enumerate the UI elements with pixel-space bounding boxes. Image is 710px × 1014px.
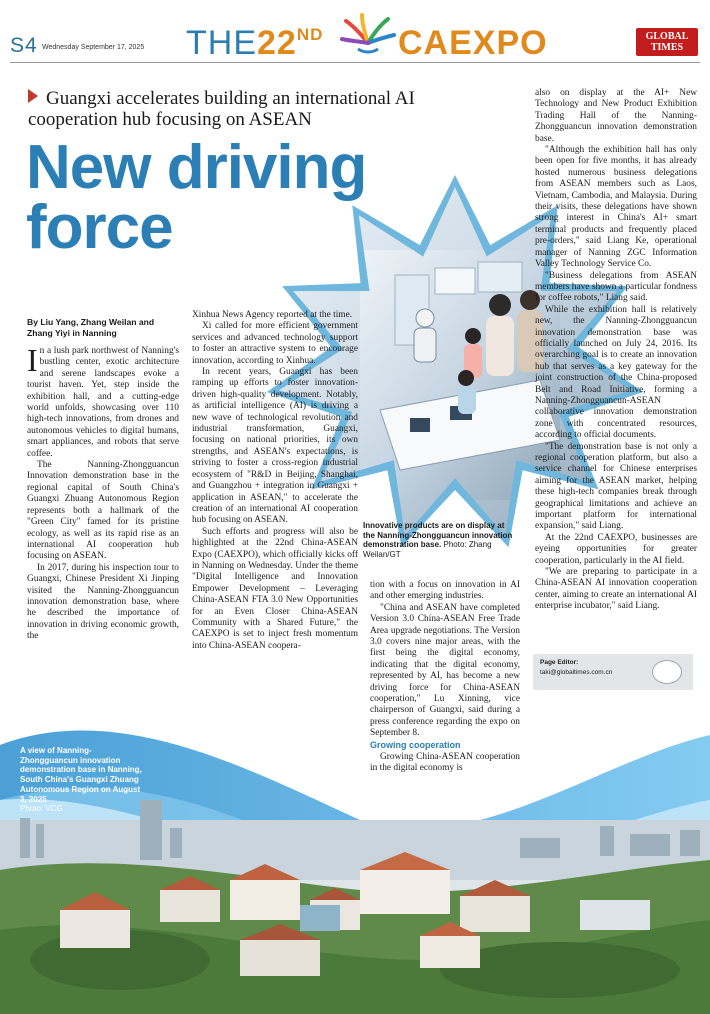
caption-text: A view of Nanning-Zhongguancun innovation demonstration base in Nanning, South China's Guangxi Zhuang Autonomous Region on August 3, 2025 [20, 746, 142, 804]
triangle-bullet-icon [28, 89, 38, 103]
caption-credit: Photo: VCG [20, 804, 63, 814]
logo-line-2: TIMES [650, 42, 684, 53]
brand-ordinal-suffix: ND [296, 25, 324, 44]
logo-line-1: GLOBAL [645, 31, 689, 42]
caption-text: Innovative products are on display at the Nanning-Zhongguancun innovation demonstration base. [363, 521, 513, 549]
page-editor-label: Page Editor: [540, 659, 579, 666]
headline [26, 133, 546, 262]
page-editor-email: taki@globaltimes.com.cn [540, 669, 613, 676]
byline: By Liu Yang, Zhang Weilan and Zhang Yiyi in Nanning [27, 317, 155, 338]
expo-brand-name: CAEXPO [398, 24, 548, 62]
caexpo-logo-icon [342, 15, 394, 52]
paragraph: In a lush park northwest of Nanning's bustling center, exotic architecture and serene landscapes evoke a tourist haven. Yet, step inside the exhibition hall, and a cutting-edge world unfolds, showcasing over 110 high-tech innovations, from drones and autonomous vehicles to digital humans, smart appliances, and robots that serve coffee. [27, 342, 179, 459]
text-column-2 [192, 310, 358, 652]
paragraph: "We are preparing to participate in a China-ASEAN AI innovation cooperation center, aiming to create an international AI enterprise incubator," said Liang. [535, 567, 697, 612]
paragraph: "The demonstration base is not only a regional cooperation platform, but also a service channel for Chinese enterprises aiming for the ASEAN market, helping these high-tech companies break through geographical limitations and achieve an important platform for international expansion," said Liang. [535, 441, 697, 532]
header-divider [10, 62, 700, 63]
text-column-3-continued [370, 752, 520, 775]
paragraph: Such efforts and progress will also be highlighted at the 22nd China-ASEAN Expo (CAEXPO), which officially kicks off in Nanning on Wednesday. Under the theme "Digital Intelligence and Innovation Empower Development – Leveraging China-ASEAN FTA 3.0 New Opportunities for an Even Closer China-ASEAN Community with a Shared Future," the CAEXPO is set to inject fresh momentum into China-ASEAN coopera- [192, 526, 358, 651]
paragraph: "China and ASEAN have completed Version 3.0 China-ASEAN Free Trade Area upgrade negotiations. The Version 3.0 covers nine major areas, with the first being the digital economy, indicating that the digital economy, represented by AI, has become a new driving force for China-ASEAN cooperation," Lu Xinning, vice chairperson of Guangxi, said during a press conference regarding the expo on September 8. [370, 602, 520, 739]
text-column-3 [370, 580, 520, 740]
photo-caption-aerial [20, 746, 148, 814]
text-column-4 [535, 88, 697, 613]
brand-ordinal-number: 22 [257, 24, 297, 62]
photo-caption-exhibition [363, 521, 515, 559]
computer-mouse-icon [652, 660, 682, 684]
paragraph: Xi called for more efficient government services and advanced technology support to foster an attractive system to encourage innovation, according to Xinhua. [192, 321, 358, 366]
page-date: Wednesday September 17, 2025 [42, 44, 145, 51]
page-number: S4 [10, 34, 38, 57]
caption-credit: Photo: Zhang Weilan/GT [363, 540, 492, 559]
brand-the: THE [186, 24, 257, 62]
global-times-logo [636, 28, 698, 56]
paragraph: Xinhua News Agency reported at the time. [192, 310, 353, 320]
headline-line-1: New driving [26, 133, 367, 202]
paragraph: While the exhibition hall is relatively new, the Nanning-Zhongguancun innovation demonstration base was officially launched on July 24, 2016. Its overarching goal is to create an innovation hub that serves as a key gateway for the joint construction of the China-proposed Belt and Road Initiative, forming a Nanning-Zhongguancun-ASEAN collaborative innovation demonstration zone with concentrated resources, according to official documents. [535, 304, 697, 441]
paragraph: tion with a focus on innovation in AI and other emerging industries. [370, 580, 520, 602]
paragraph: "Although the exhibition hall has only been open for five months, it has already hosted numerous business delegations from ASEAN members such as Laos, Vietnam, Cambodia, and Malaysia. During their visits, these delegations have shown strong interest in China's AI+ smart terminal products and frequently placed pre-orders," said Liang Ke, operational manager of Nanning ZGC Information Valley Technology Service Co. [535, 145, 697, 270]
brand-ordinal [257, 24, 323, 62]
paragraph: In recent years, Guangxi has been ramping up efforts to foster innovation-driven high-quality development. Notably, as artificial intelligence (AI) is driving a new wave of technological revolution and industrial transformation, Guangxi, focusing on national priorities, its own strengths, and ASEAN's expectations, is striving to foster a cross-region industrial ecosystem of "R&D in Beijing, Shanghai, and Guangzhou + integration in Guangxi + application in ASEAN," to accelerate the creation of an international AI cooperation hub focusing on ASEAN. [192, 367, 358, 526]
paragraph: Growing China-ASEAN cooperation in the digital economy is [370, 752, 520, 774]
kicker [28, 88, 498, 130]
paragraph: "Business delegations from ASEAN members have shown a particular fondness for coffee robots," Liang said. [535, 270, 697, 304]
paragraph: also on display at the AI+ New Technology and New Product Exhibition Trading Hall of the Nanning-Zhongguancun innovation demonstration base. [535, 88, 697, 144]
subheading: Growing cooperation [370, 740, 461, 750]
expo-brand-ordinal [186, 24, 323, 63]
paragraph: In 2017, during his inspection tour to Guangxi, Chinese President Xi Jinping visited the Nanning-Zhongguancun innovation demonstration base, where he described the importance of innovation in driving economic growth, the [27, 562, 179, 642]
headline-line-2: force [26, 193, 173, 262]
paragraph: The Nanning-Zhongguancun Innovation demonstration base in the regional capital of South China's Guangxi Zhuang Autonomous Region represents both a hallmark of the "Green City" famed for its pristine ecology, as well as its rapid rise as an international AI cooperation hub focusing on ASEAN. [27, 460, 179, 562]
kicker-text: Guangxi accelerates building an international AI cooperation hub focusing on ASEAN [28, 88, 415, 130]
text-column-1 [27, 342, 179, 643]
paragraph: At the 22nd CAEXPO, businesses are eyeing opportunities for greater cooperation, particularly in the AI field. [535, 532, 697, 566]
